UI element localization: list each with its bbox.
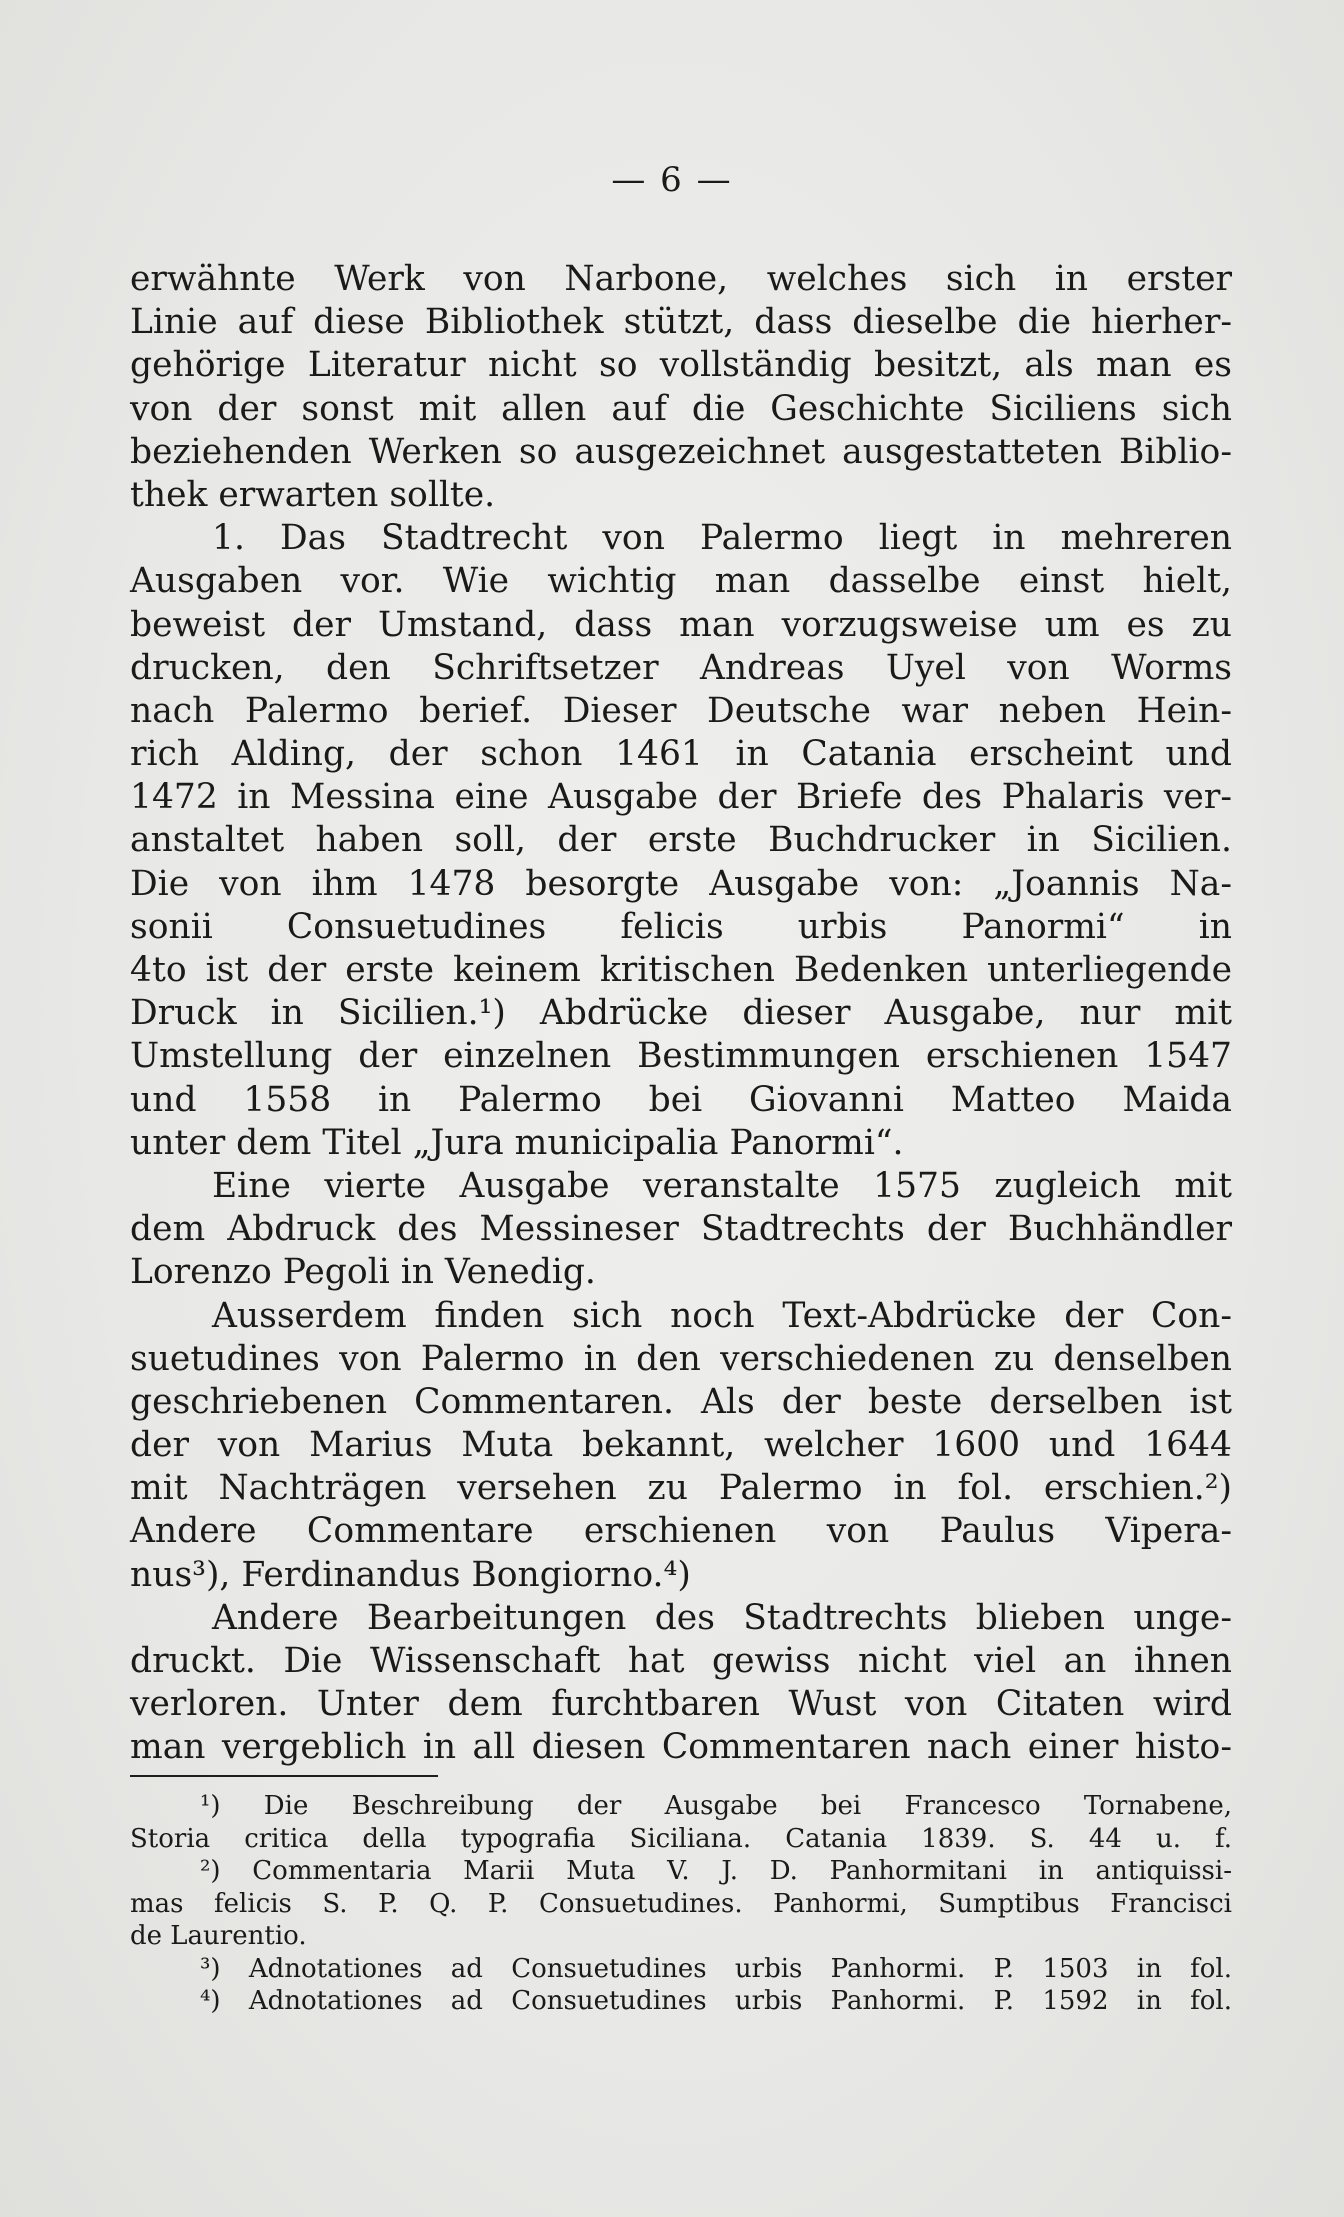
text-line: drucken, den Schriftsetzer Andreas Uyel von Worms — [130, 647, 1232, 688]
footnote-line: ¹) Die Beschreibung der Ausgabe bei Francesco Tornabene, — [200, 1791, 1232, 1821]
text-line: Druck in Sicilien.¹) Abdrücke dieser Ausgabe, nur mit — [130, 993, 1232, 1034]
text-line: 1472 in Messina eine Ausgabe der Briefe des Phalaris ver- — [130, 777, 1232, 818]
main-text — [130, 258, 1232, 1770]
text-line: anstaltet haben soll, der erste Buchdrucker in Sicilien. — [130, 820, 1232, 861]
text-line: rich Alding, der schon 1461 in Catania erscheint und — [130, 734, 1232, 775]
text-line: man vergeblich in all diesen Commentaren nach einer histo- — [130, 1727, 1232, 1768]
text-line: und 1558 in Palermo bei Giovanni Matteo Maida — [130, 1079, 1232, 1120]
text-line: Linie auf diese Bibliothek stützt, dass dieselbe die hierher- — [130, 302, 1232, 343]
text-line: verloren. Unter dem furchtbaren Wust von Citaten wird — [130, 1684, 1232, 1725]
footnote-line: Storia critica della typografia Siciliana. Catania 1839. S. 44 u. f. — [130, 1823, 1232, 1854]
text-line: Andere Bearbeitungen des Stadtrechts blieben unge- — [212, 1597, 1232, 1638]
text-line: mit Nachträgen versehen zu Palermo in fol. erschien.²) — [130, 1468, 1232, 1509]
text-line: unter dem Titel „Jura municipalia Panormi“. — [130, 1122, 904, 1163]
text-line: gehörige Literatur nicht so vollständig besitzt, als man es — [130, 345, 1232, 386]
text-line: Umstellung der einzelnen Bestimmungen erschienen 1547 — [130, 1036, 1232, 1077]
text-line: beziehenden Werken so ausgezeichnet ausgestatteten Biblio- — [130, 431, 1232, 472]
text-line: sonii Consuetudines felicis urbis Panormi“ in — [130, 906, 1232, 947]
text-line: erwähnte Werk von Narbone, welches sich in erster — [130, 259, 1232, 299]
text-line: nus³), Ferdinandus Bongiorno.⁴) — [130, 1554, 691, 1595]
text-line: Ausgaben vor. Wie wichtig man dasselbe einst hielt, — [130, 561, 1232, 602]
page-number: — 6 — — [611, 160, 733, 200]
text-line: 1. Das Stadtrecht von Palermo liegt in mehreren — [212, 518, 1232, 559]
text-line: beweist der Umstand, dass man vorzugsweise um es zu — [130, 604, 1232, 645]
text-line: der von Marius Muta bekannt, welcher 1600 und 1644 — [130, 1425, 1232, 1466]
text-line: nach Palermo berief. Dieser Deutsche war neben Hein- — [130, 690, 1232, 731]
text-line: geschriebenen Commentaren. Als der beste derselben ist — [130, 1381, 1232, 1422]
footnote-line: ⁴) Adnotationes ad Consuetudines urbis Panhormi. P. 1592 in fol. — [200, 1986, 1232, 2016]
footnotes — [130, 1790, 1232, 2018]
text-line: druckt. Die Wissenschaft hat gewiss nicht viel an ihnen — [130, 1641, 1232, 1681]
footnote-line: de Laurentio. — [130, 1921, 307, 1951]
text-line: suetudines von Palermo in den verschiedenen zu denselben — [130, 1338, 1232, 1379]
text-line: 4to ist der erste keinem kritischen Bedenken unterliegende — [130, 950, 1232, 990]
text-line: Andere Commentare erschienen von Paulus Vipera- — [130, 1511, 1232, 1552]
footnote-line: ³) Adnotationes ad Consuetudines urbis Panhormi. P. 1503 in fol. — [200, 1953, 1232, 1984]
footnote-line: ²) Commentaria Marii Muta V. J. D. Panhormitani in antiquissi- — [200, 1856, 1232, 1886]
footnote-line: mas felicis S. P. Q. P. Consuetudines. Panhormi, Sumptibus Francisci — [130, 1888, 1232, 1919]
text-line: Ausserdem finden sich noch Text-Abdrücke der Con- — [212, 1295, 1232, 1336]
text-line: Lorenzo Pegoli in Venedig. — [130, 1252, 596, 1293]
text-line: Eine vierte Ausgabe veranstalte 1575 zugleich mit — [212, 1165, 1232, 1206]
footnote-rule — [130, 1775, 438, 1777]
text-line: thek erwarten sollte. — [130, 474, 496, 515]
text-line: von der sonst mit allen auf die Geschichte Siciliens sich — [130, 388, 1232, 429]
text-line: dem Abdruck des Messineser Stadtrechts der Buchhändler — [130, 1209, 1232, 1250]
text-line: Die von ihm 1478 besorgte Ausgabe von: „Joannis Na- — [130, 863, 1232, 904]
